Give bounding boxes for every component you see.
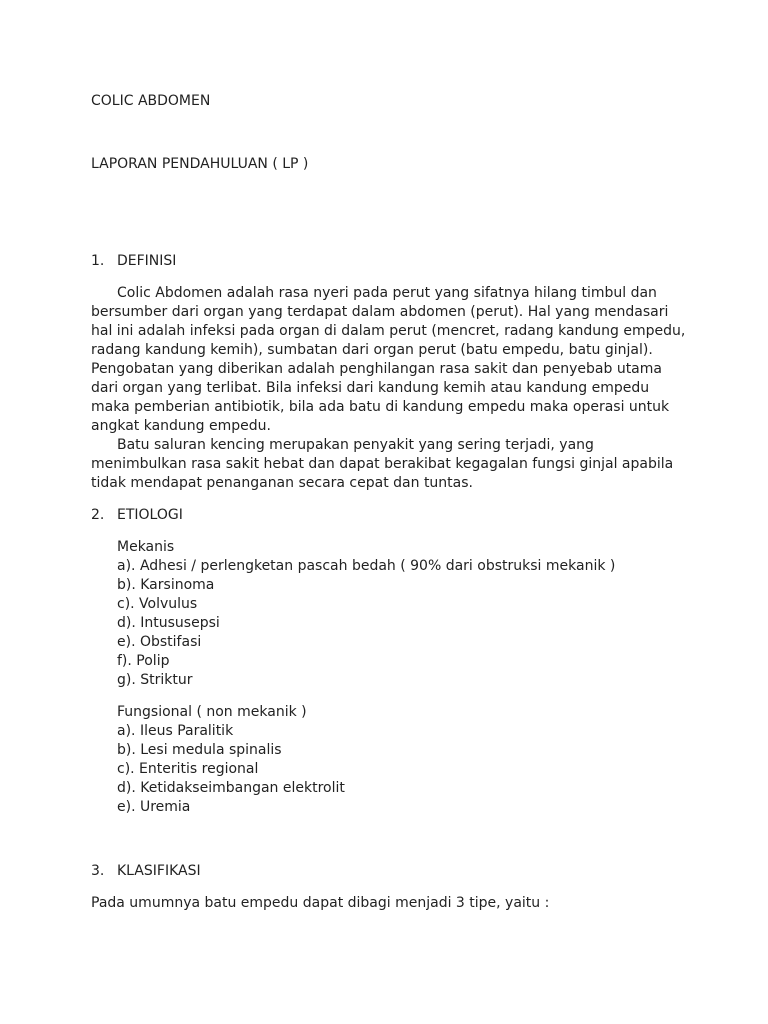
definisi-paragraph-2 [91,436,691,493]
fungsional-label: Fungsional ( non mekanik ) [117,704,307,720]
section-title: ETIOLOGI [117,507,183,523]
section-number: 2. [91,507,105,523]
section-heading-klasifikasi [91,862,201,881]
section-number: 1. [91,253,105,269]
section-number: 3. [91,863,105,879]
text-line: radang kandung kemih), sumbatan dari organ perut (batu empedu, batu ginjal). [91,342,653,358]
list-item: c). Enteritis regional [117,761,259,777]
text-line: dari organ yang terlibat. Bila infeksi dari kandung kemih atau kandung empedu [91,380,650,396]
section-heading-definisi [91,252,176,271]
text-line: Batu saluran kencing merupakan penyakit yang sering terjadi, yang [117,437,594,453]
section-heading-etiologi [91,506,183,525]
list-item: f). Polip [117,653,170,669]
text-line: hal ini adalah infeksi pada organ di dalam perut (mencret, radang kandung empedu, [91,323,686,339]
mekanis-label: Mekanis [117,539,175,555]
list-item: c). Volvulus [117,596,198,612]
list-item: e). Uremia [117,799,191,815]
text-line: angkat kandung empedu. [91,418,271,434]
list-item: g). Striktur [117,672,193,688]
text-line: Pengobatan yang diberikan adalah penghilangan rasa sakit dan penyebab utama [91,361,662,377]
text-line: maka pemberian antibiotik, bila ada batu di kandung empedu maka operasi untuk [91,399,670,415]
document-title: COLIC ABDOMEN [91,93,211,109]
list-item: e). Obstifasi [117,634,202,650]
list-item: b). Karsinoma [117,577,215,593]
list-item: d). Intususepsi [117,615,220,631]
list-item: b). Lesi medula spinalis [117,742,282,758]
list-item: d). Ketidakseimbangan elektrolit [117,780,345,796]
list-item: a). Ileus Paralitik [117,723,234,739]
section-title: KLASIFIKASI [117,863,201,879]
klasifikasi-intro: Pada umumnya batu empedu dapat dibagi menjadi 3 tipe, yaitu : [91,895,550,911]
definisi-paragraph-1 [91,284,691,436]
document-subtitle: LAPORAN PENDAHULUAN ( LP ) [91,156,309,172]
text-line: bersumber dari organ yang terdapat dalam abdomen (perut). Hal yang mendasari [91,304,669,320]
section-title: DEFINISI [117,253,177,269]
list-item: a). Adhesi / perlengketan pascah bedah ( 90% dari obstruksi mekanik ) [117,558,616,574]
text-line: tidak mendapat penanganan secara cepat dan tuntas. [91,475,473,491]
text-line: menimbulkan rasa sakit hebat dan dapat berakibat kegagalan fungsi ginjal apabila [91,456,674,472]
text-line: Colic Abdomen adalah rasa nyeri pada perut yang sifatnya hilang timbul dan [117,285,657,301]
